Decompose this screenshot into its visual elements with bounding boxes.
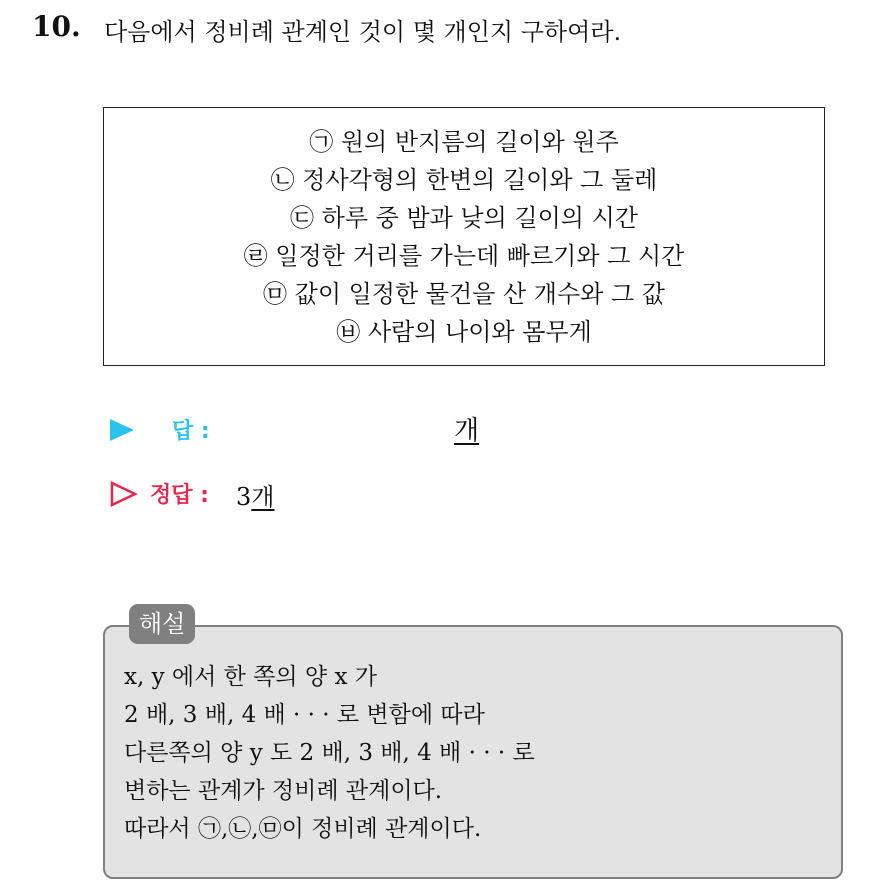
correct-answer-label: 정답 : [150, 483, 209, 508]
choice-item: ㉤ 값이 일정한 물건을 산 개수와 그 값 [263, 279, 665, 308]
choice-item: ㉠ 원의 반지름의 길이와 원주 [309, 127, 619, 156]
explanation-text [124, 658, 535, 848]
explanation-line: 따라서 ㉠,㉡,㉤이 정비례 관계이다. [124, 816, 482, 842]
question-text: 다음에서 정비례 관계인 것이 몇 개인지 구하여라. [104, 18, 622, 46]
choices-box [103, 107, 825, 366]
explanation-line: 다른쪽의 양 y 도 2 배, 3 배, 4 배 · · · 로 [124, 740, 535, 766]
outline-triangle-icon [110, 481, 138, 507]
explanation-line: 2 배, 3 배, 4 배 · · · 로 변함에 따라 [124, 702, 485, 728]
explanation-line: 변하는 관계가 정비례 관계이다. [124, 778, 443, 804]
explanation-tab: 해설 [129, 604, 195, 644]
choice-item: ㉥ 사람의 나이와 몸무게 [336, 317, 592, 346]
correct-answer-row [110, 475, 710, 515]
correct-answer-unit: 개 [251, 483, 275, 511]
answer-row [110, 410, 710, 450]
correct-answer-value: 3 [236, 483, 252, 511]
filled-triangle-icon [110, 419, 134, 441]
correct-answer-value-group [236, 477, 274, 512]
answer-unit: 개 [454, 416, 480, 446]
choice-item: ㉢ 하루 중 밤과 낮의 길이의 시간 [290, 203, 638, 232]
question-number: 10. [32, 10, 81, 43]
choice-item: ㉡ 정사각형의 한변의 길이와 그 둘레 [270, 165, 658, 194]
answer-label: 답 : [172, 419, 210, 444]
explanation-line: x, y 에서 한 쪽의 양 x 가 [124, 664, 377, 690]
choice-item: ㉣ 일정한 거리를 가는데 빠르기와 그 시간 [243, 241, 685, 270]
